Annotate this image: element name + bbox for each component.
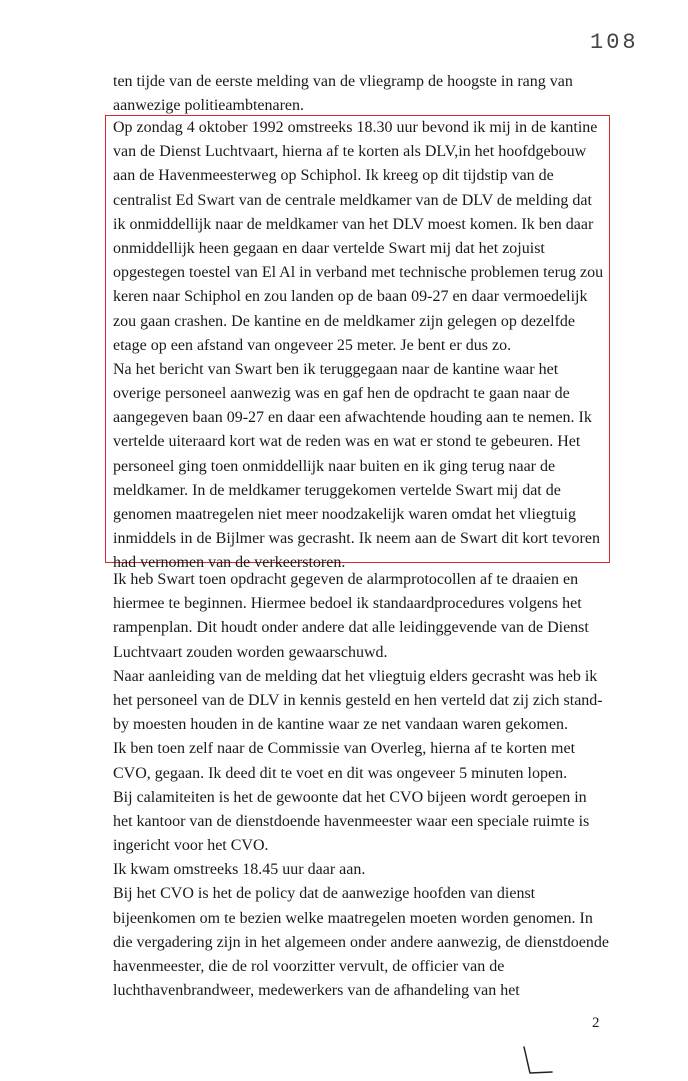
intro-paragraph xyxy=(113,70,633,118)
text-line: Bij calamiteiten is het de gewoonte dat het CVO bijeen wordt geroepen in xyxy=(113,788,587,806)
text-line: rampenplan. Dit houdt onder andere dat alle leidinggevende van de Dienst xyxy=(113,619,589,637)
text-line: meldkamer. In de meldkamer teruggekomen vertelde Swart mij dat de xyxy=(113,481,561,499)
text-line: Ik kwam omstreeks 18.45 uur daar aan. xyxy=(113,861,366,879)
text-line: die vergadering zijn in het algemeen onder andere aanwezig, de dienstdoende xyxy=(113,933,609,951)
page-number: 2 xyxy=(592,1015,600,1031)
highlighted-paragraph xyxy=(113,116,633,576)
text-line: ik onmiddellijk naar de meldkamer van het DLV moest komen. Ik ben daar xyxy=(113,215,594,233)
text-line: Naar aanleiding van de melding dat het vliegtuig elders gecrasht was heb ik xyxy=(113,667,598,685)
signature-mark-icon xyxy=(518,1045,558,1077)
text-line: inmiddels in de Bijlmer was gecrasht. Ik neem aan de Swart dit kort tevoren xyxy=(113,530,600,548)
text-line: aanwezige politieambtenaren. xyxy=(113,97,305,115)
text-line: Luchtvaart zouden worden gewaarschuwd. xyxy=(113,643,388,661)
text-line: Ik heb Swart toen opdracht gegeven de alarmprotocollen af te draaien en xyxy=(113,571,579,588)
text-line: opgestegen toestel van El Al in verband met technische problemen terug zou xyxy=(113,264,604,282)
text-line: Na het bericht van Swart ben ik teruggegaan naar de kantine waar het xyxy=(113,360,559,378)
text-line: het kantoor van de dienstdoende havenmeester waar een speciale ruimte is xyxy=(113,812,590,830)
text-line: van de Dienst Luchtvaart, hierna af te korten als DLV,in het hoofdgebouw xyxy=(113,143,587,161)
text-line: Ik ben toen zelf naar de Commissie van Overleg, hierna af te korten met xyxy=(113,740,576,758)
text-line: bijeenkomen om te bezien welke maatregelen moeten worden genomen. In xyxy=(113,909,593,927)
text-line: havenmeester, die de rol voorzitter vervult, de officier van de xyxy=(113,958,505,975)
text-line: genomen maatregelen niet meer noodzakelijk waren omdat het vliegtuig xyxy=(113,506,576,523)
following-paragraphs xyxy=(113,568,633,1003)
text-line: aan de Havenmeesterweg op Schiphol. Ik kreeg op dit tijdstip van de xyxy=(113,167,554,185)
text-line: vertelde uiteraard kort wat de reden was en wat er stond te gebeuren. Het xyxy=(113,433,581,451)
text-line: het personeel van de DLV in kennis gesteld en hen verteld dat zij zich stand- xyxy=(113,691,603,709)
text-line: Op zondag 4 oktober 1992 omstreeks 18.30 uur bevond ik mij in de kantine xyxy=(113,119,598,136)
text-line: keren naar Schiphol en zou landen op de baan 09-27 en daar vermoedelijk xyxy=(113,288,588,306)
text-line: had vernomen van de verkeerstoren. xyxy=(113,554,346,572)
text-line: CVO, gegaan. Ik deed dit te voet en dit was ongeveer 5 minuten lopen. xyxy=(113,764,568,782)
text-line: personeel ging toen onmiddellijk naar buiten en ik ging terug naar de xyxy=(113,457,556,475)
text-line: onmiddellijk heen gegaan en daar vertelde Swart mij dat het zojuist xyxy=(113,239,545,257)
text-line: by moesten houden in de kantine waar ze net vandaan waren gekomen. xyxy=(113,716,568,734)
text-line: etage op een afstand van ongeveer 25 meter. Je bent er dus zo. xyxy=(113,336,512,354)
text-line: ten tijde van de eerste melding van de vliegramp de hoogste in rang van xyxy=(113,73,573,90)
text-line: overige personeel aanwezig was en gaf hen de opdracht te gaan naar de xyxy=(113,385,570,403)
text-line: hiermee te beginnen. Hiermee bedoel ik standaardprocedures volgens het xyxy=(113,595,582,613)
text-line: aangegeven baan 09-27 en daar een afwachtende houding aan te nemen. Ik xyxy=(113,409,592,427)
text-line: ingericht voor het CVO. xyxy=(113,837,269,855)
text-line: Bij het CVO is het de policy dat de aanwezige hoofden van dienst xyxy=(113,885,536,903)
text-line: zou gaan crashen. De kantine en de meldkamer zijn gelegen op dezelfde xyxy=(113,312,576,330)
text-line: centralist Ed Swart van de centrale meldkamer van de DLV de melding dat xyxy=(113,191,592,209)
stamp-number: 108 xyxy=(590,30,639,55)
text-line: luchthavenbrandweer, medewerkers van de afhandeling van het xyxy=(113,982,520,1000)
